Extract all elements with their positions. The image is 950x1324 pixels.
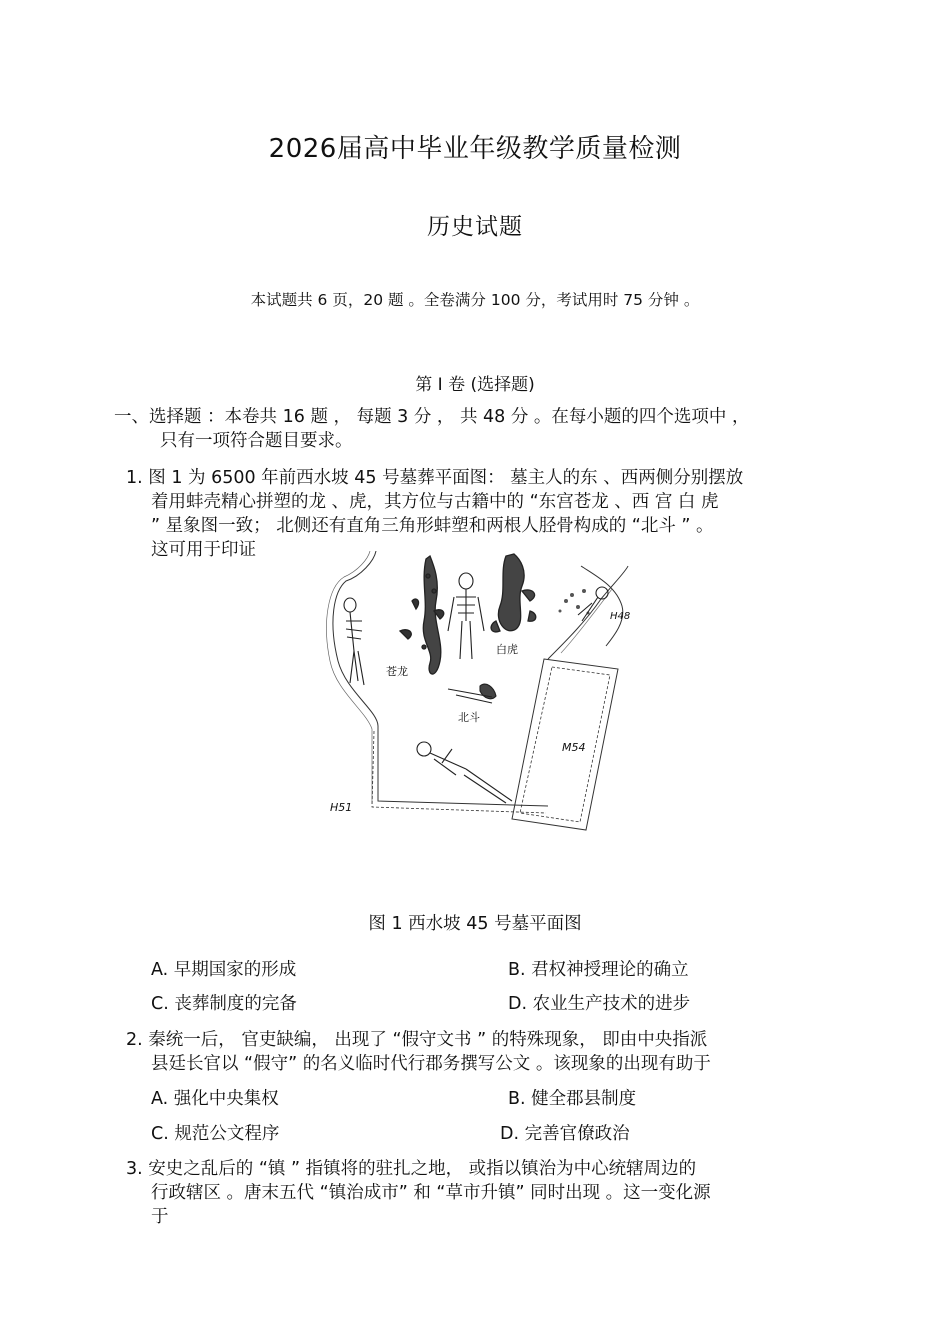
question-1-option-b: B. 君权神授理论的确立 (508, 960, 689, 980)
label-h51: H51 (330, 801, 353, 814)
question-1-option-d: D. 农业生产技术的进步 (508, 994, 691, 1014)
question-3-line-3: 于 (151, 1207, 169, 1227)
section-instruction-line-1: 一、选择题 ：本卷共 16 题 ， 每题 3 分 ， 共 48 分 。在每小题的四个选项中 ， (114, 407, 750, 427)
question-2-option-a: A. 强化中央集权 (151, 1089, 279, 1109)
label-dipper: 北斗 (458, 711, 480, 724)
exam-title: 2026届高中毕业年级教学质量检测 (268, 134, 682, 164)
question-1-line-1: 1. 图 1 为 6500 年前西水坡 45 号墓葬平面图： 墓主人的东 、西两侧分别摆放 (126, 468, 744, 488)
question-1-option-c: C. 丧葬制度的完备 (151, 994, 297, 1014)
question-2-option-d: D. 完善官僚政治 (500, 1124, 630, 1144)
question-3-line-1: 3. 安史之乱后的 “镇 ” 指镇将的驻扎之地， 或指以镇治为中心统辖周边的 (126, 1159, 697, 1179)
label-m54: M54 (562, 741, 586, 754)
label-tiger: 白虎 (496, 643, 518, 656)
question-2-line-1: 2. 秦统一后， 官吏缺编， 出现了 “假守文书 ” 的特殊现象， 即由中央指派 (126, 1030, 708, 1050)
tomb-plan-figure (316, 551, 638, 833)
section-instruction-line-2: 只有一项符合题目要求。 (160, 431, 353, 451)
exam-note: 本试题共 6 页，20 题 。全卷满分 100 分，考试用时 75 分钟 。 (250, 291, 700, 309)
question-2-option-c: C. 规范公文程序 (151, 1124, 280, 1144)
question-1-option-a: A. 早期国家的形成 (151, 960, 297, 980)
question-2-option-b: B. 健全郡县制度 (508, 1089, 637, 1109)
label-h48: H48 (610, 611, 631, 622)
label-dragon: 苍龙 (386, 665, 408, 678)
question-1-line-2: 着用蚌壳精心拼塑的龙 、虎，其方位与古籍中的 “东宫苍龙 、西 宫 白 虎 (151, 492, 719, 512)
subject-title: 历史试题 (427, 214, 523, 240)
figure-1-caption: 图 1 西水坡 45 号墓平面图 (368, 914, 582, 934)
question-1-line-3: ” 星象图一致； 北侧还有直角三角形蚌塑和两根人胫骨构成的 “北斗 ” 。 (151, 516, 714, 536)
volume-heading: 第 I 卷 (选择题) (415, 375, 535, 395)
question-3-line-2: 行政辖区 。唐末五代 “镇治成市” 和 “草市升镇” 同时出现 。这一变化源 (151, 1183, 711, 1203)
question-2-line-2: 县廷长官以 “假守” 的名义临时代行郡务撰写公文 。该现象的出现有助于 (151, 1054, 711, 1074)
question-1-line-4: 这可用于印证 (151, 540, 256, 560)
